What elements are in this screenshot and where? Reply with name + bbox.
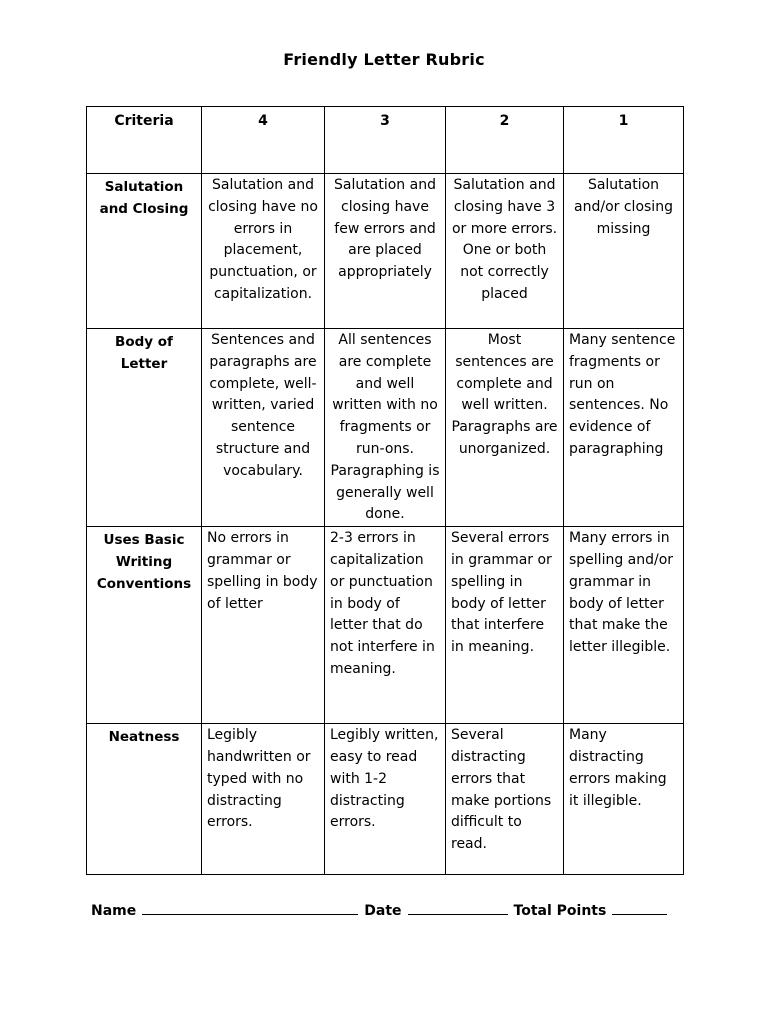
table-cell: Most sentences are complete and well written. Paragraphs are unorganized. — [446, 329, 564, 527]
table-cell: Many sentence fragments or run on sentences. No evidence of paragraphing — [564, 329, 684, 527]
table-cell: Legibly handwritten or typed with no distracting errors. — [202, 724, 325, 875]
table-cell: No errors in grammar or spelling in body of letter — [202, 527, 325, 724]
table-cell: Many errors in spelling and/or grammar in body of letter that make the letter illegible. — [564, 527, 684, 724]
table-cell: Salutation and/or closing missing — [564, 174, 684, 329]
table-row — [87, 174, 684, 329]
table-cell: Legibly written, easy to read with 1-2 distracting errors. — [325, 724, 446, 875]
criteria-cell: Salutation and Closing — [87, 174, 202, 329]
table-cell: Salutation and closing have 3 or more errors. One or both not correctly placed — [446, 174, 564, 329]
page-title: Friendly Letter Rubric — [283, 50, 485, 69]
criteria-cell: Neatness — [87, 724, 202, 875]
table-cell: All sentences are complete and well written with no fragments or run-ons. Paragraphing is generally well done. — [325, 329, 446, 527]
rubric-table — [86, 106, 684, 875]
table-row — [87, 329, 684, 527]
table-cell: Salutation and closing have few errors and are placed appropriately — [325, 174, 446, 329]
date-blank[interactable] — [408, 900, 508, 915]
table-cell: 2-3 errors in capitalization or punctuation in body of letter that do not interfere in meaning. — [325, 527, 446, 724]
criteria-cell: Body of Letter — [87, 329, 202, 527]
total-points-label: Total Points — [513, 903, 607, 919]
table-cell: Sentences and paragraphs are complete, well-written, varied sentence structure and vocabulary. — [202, 329, 325, 527]
name-blank[interactable] — [142, 900, 358, 915]
table-cell: Several distracting errors that make portions difficult to read. — [446, 724, 564, 875]
header-score-4: 4 — [202, 107, 325, 174]
header-criteria: Criteria — [87, 107, 202, 174]
header-score-2: 2 — [446, 107, 564, 174]
header-score-3: 3 — [325, 107, 446, 174]
name-label: Name — [91, 903, 137, 919]
table-header-row — [87, 107, 684, 174]
header-score-1: 1 — [564, 107, 684, 174]
table-cell: Several errors in grammar or spelling in body of letter that interfere in meaning. — [446, 527, 564, 724]
table-row — [87, 724, 684, 875]
table-cell: Salutation and closing have no errors in placement, punctuation, or capitalization. — [202, 174, 325, 329]
table-row — [87, 527, 684, 724]
table-cell: Many distracting errors making it illegible. — [564, 724, 684, 875]
criteria-cell: Uses Basic Writing Conventions — [87, 527, 202, 724]
date-label: Date — [364, 903, 402, 919]
footer-fields — [91, 900, 673, 919]
total-points-blank[interactable] — [612, 900, 667, 915]
